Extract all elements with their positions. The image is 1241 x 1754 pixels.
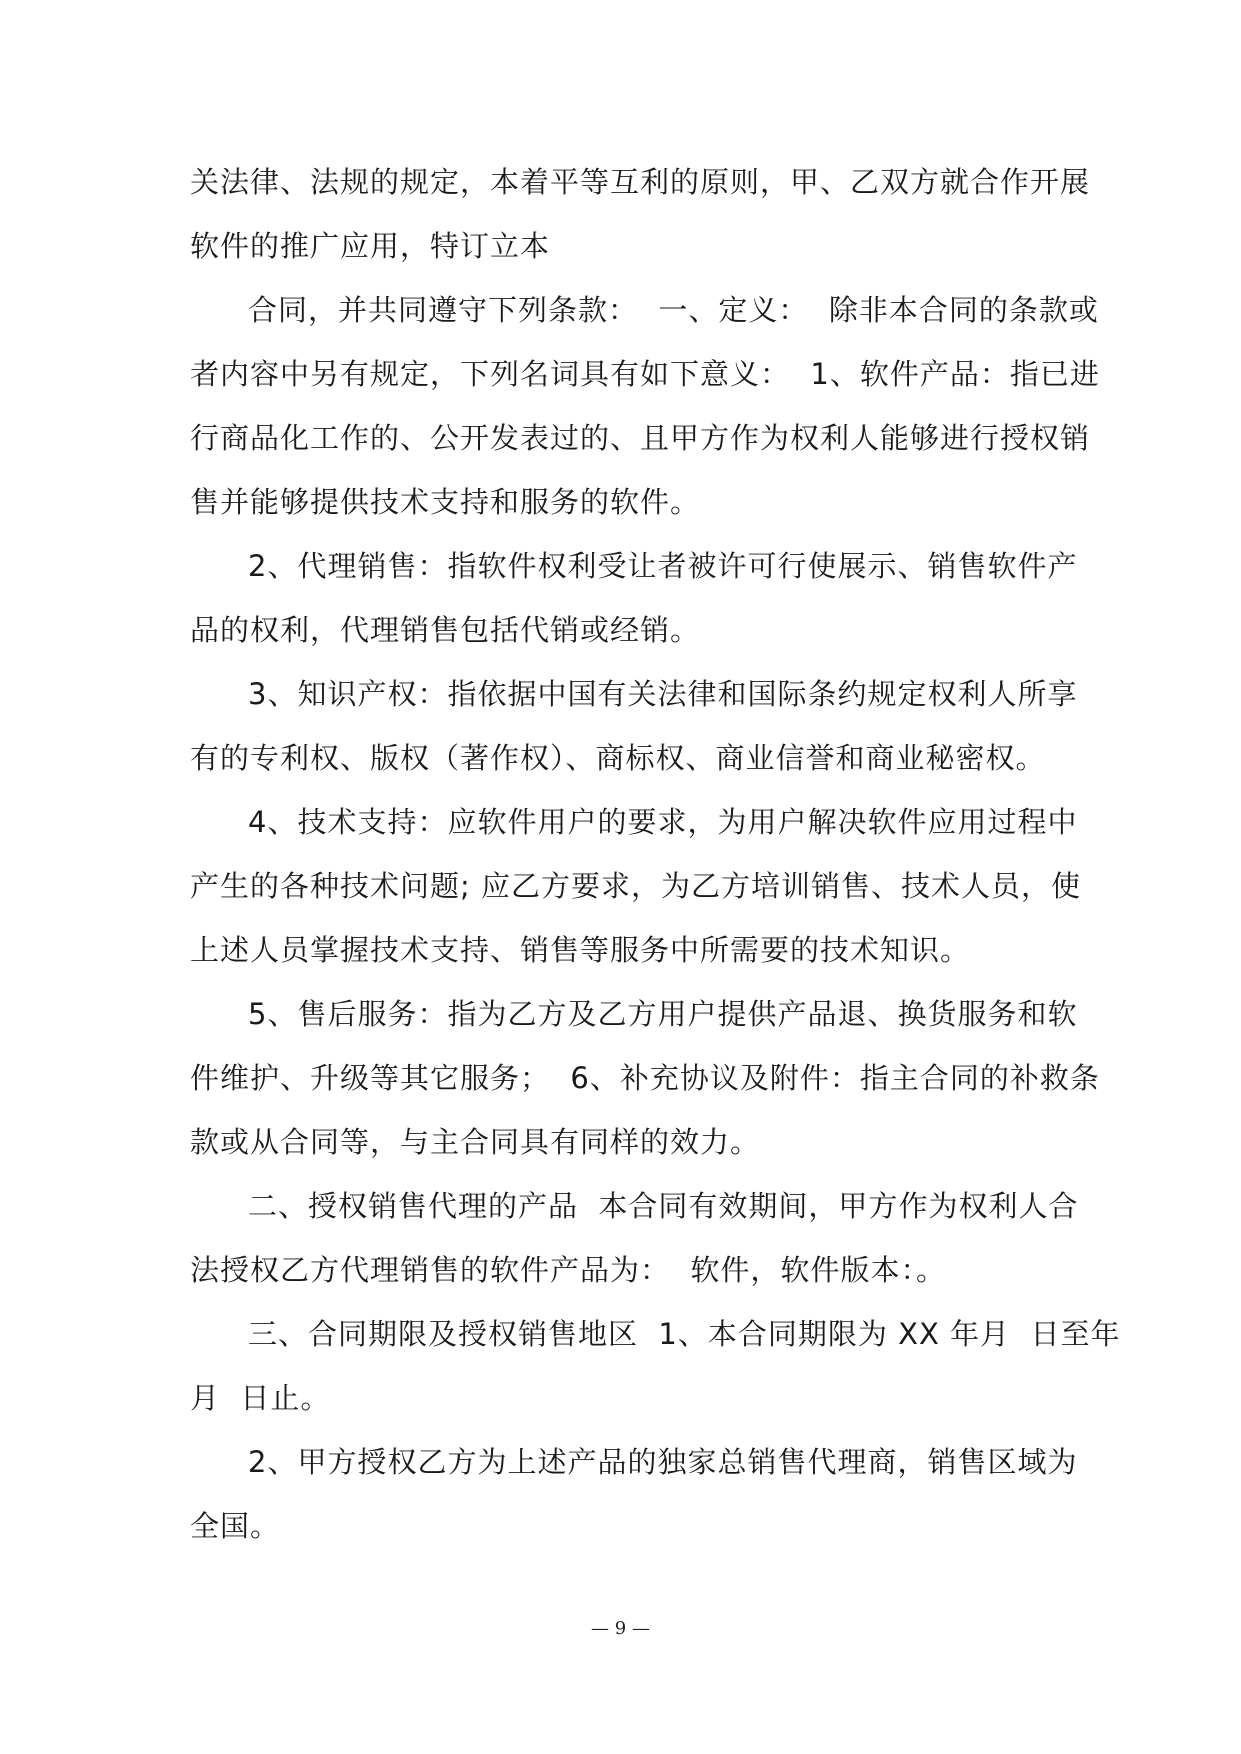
text-line: 2、甲方授权乙方为上述产品的独家总销售代理商，销售区域为	[248, 1445, 1078, 1479]
text-line: 二、授权销售代理的产品 本合同有效期间，甲方作为权利人合	[248, 1189, 1079, 1223]
text-line: 4、技术支持：应软件用户的要求，为用户解决软件应用过程中	[248, 805, 1078, 839]
text-line: 5、售后服务：指为乙方及乙方用户提供产品退、换货服务和软	[248, 997, 1078, 1031]
text-line: 行商品化工作的、公开发表过的、且甲方作为权利人能够进行授权销	[190, 421, 1091, 455]
text-line: 三、合同期限及授权销售地区 1、本合同期限为 XX 年月 日至年	[248, 1317, 1121, 1351]
text-line: 品的权利，代理销售包括代销或经销。	[190, 613, 701, 647]
text-line: 件维护、升级等其它服务； 6、补充协议及附件：指主合同的补救条	[190, 1061, 1100, 1095]
text-line: 款或从合同等，与主合同具有同样的效力。	[190, 1125, 761, 1159]
text-line: 2、代理销售：指软件权利受让者被许可行使展示、销售软件产	[248, 549, 1078, 583]
document-body	[190, 150, 1121, 1558]
text-line: 合同，并共同遵守下列条款： 一、定义： 除非本合同的条款或	[248, 293, 1099, 327]
text-line: 售并能够提供技术支持和服务的软件。	[190, 485, 701, 519]
text-line: 法授权乙方代理销售的软件产品为： 软件，软件版本：。	[190, 1253, 946, 1287]
text-line: 有的专利权、版权（著作权）、商标权、商业信誉和商业秘密权。	[190, 741, 1046, 775]
text-line: 产生的各种技术问题; 应乙方要求，为乙方培训销售、技术人员，使	[190, 869, 1081, 903]
text-line: 软件的推广应用，特订立本	[190, 229, 551, 263]
text-line: 上述人员掌握技术支持、销售等服务中所需要的技术知识。	[190, 933, 971, 967]
text-line: 全国。	[190, 1509, 281, 1543]
text-line: 3、知识产权：指依据中国有关法律和国际条约规定权利人所享	[248, 677, 1078, 711]
text-line: 月 日止。	[190, 1381, 331, 1415]
text-line: 关法律、法规的规定，本着平等互利的原则，甲、乙双方就合作开展	[190, 165, 1091, 199]
text-line: 者内容中另有规定，下列名词具有如下意义： 1、软件产品：指已进	[190, 357, 1100, 391]
page-number: — 9 —	[591, 1618, 650, 1639]
